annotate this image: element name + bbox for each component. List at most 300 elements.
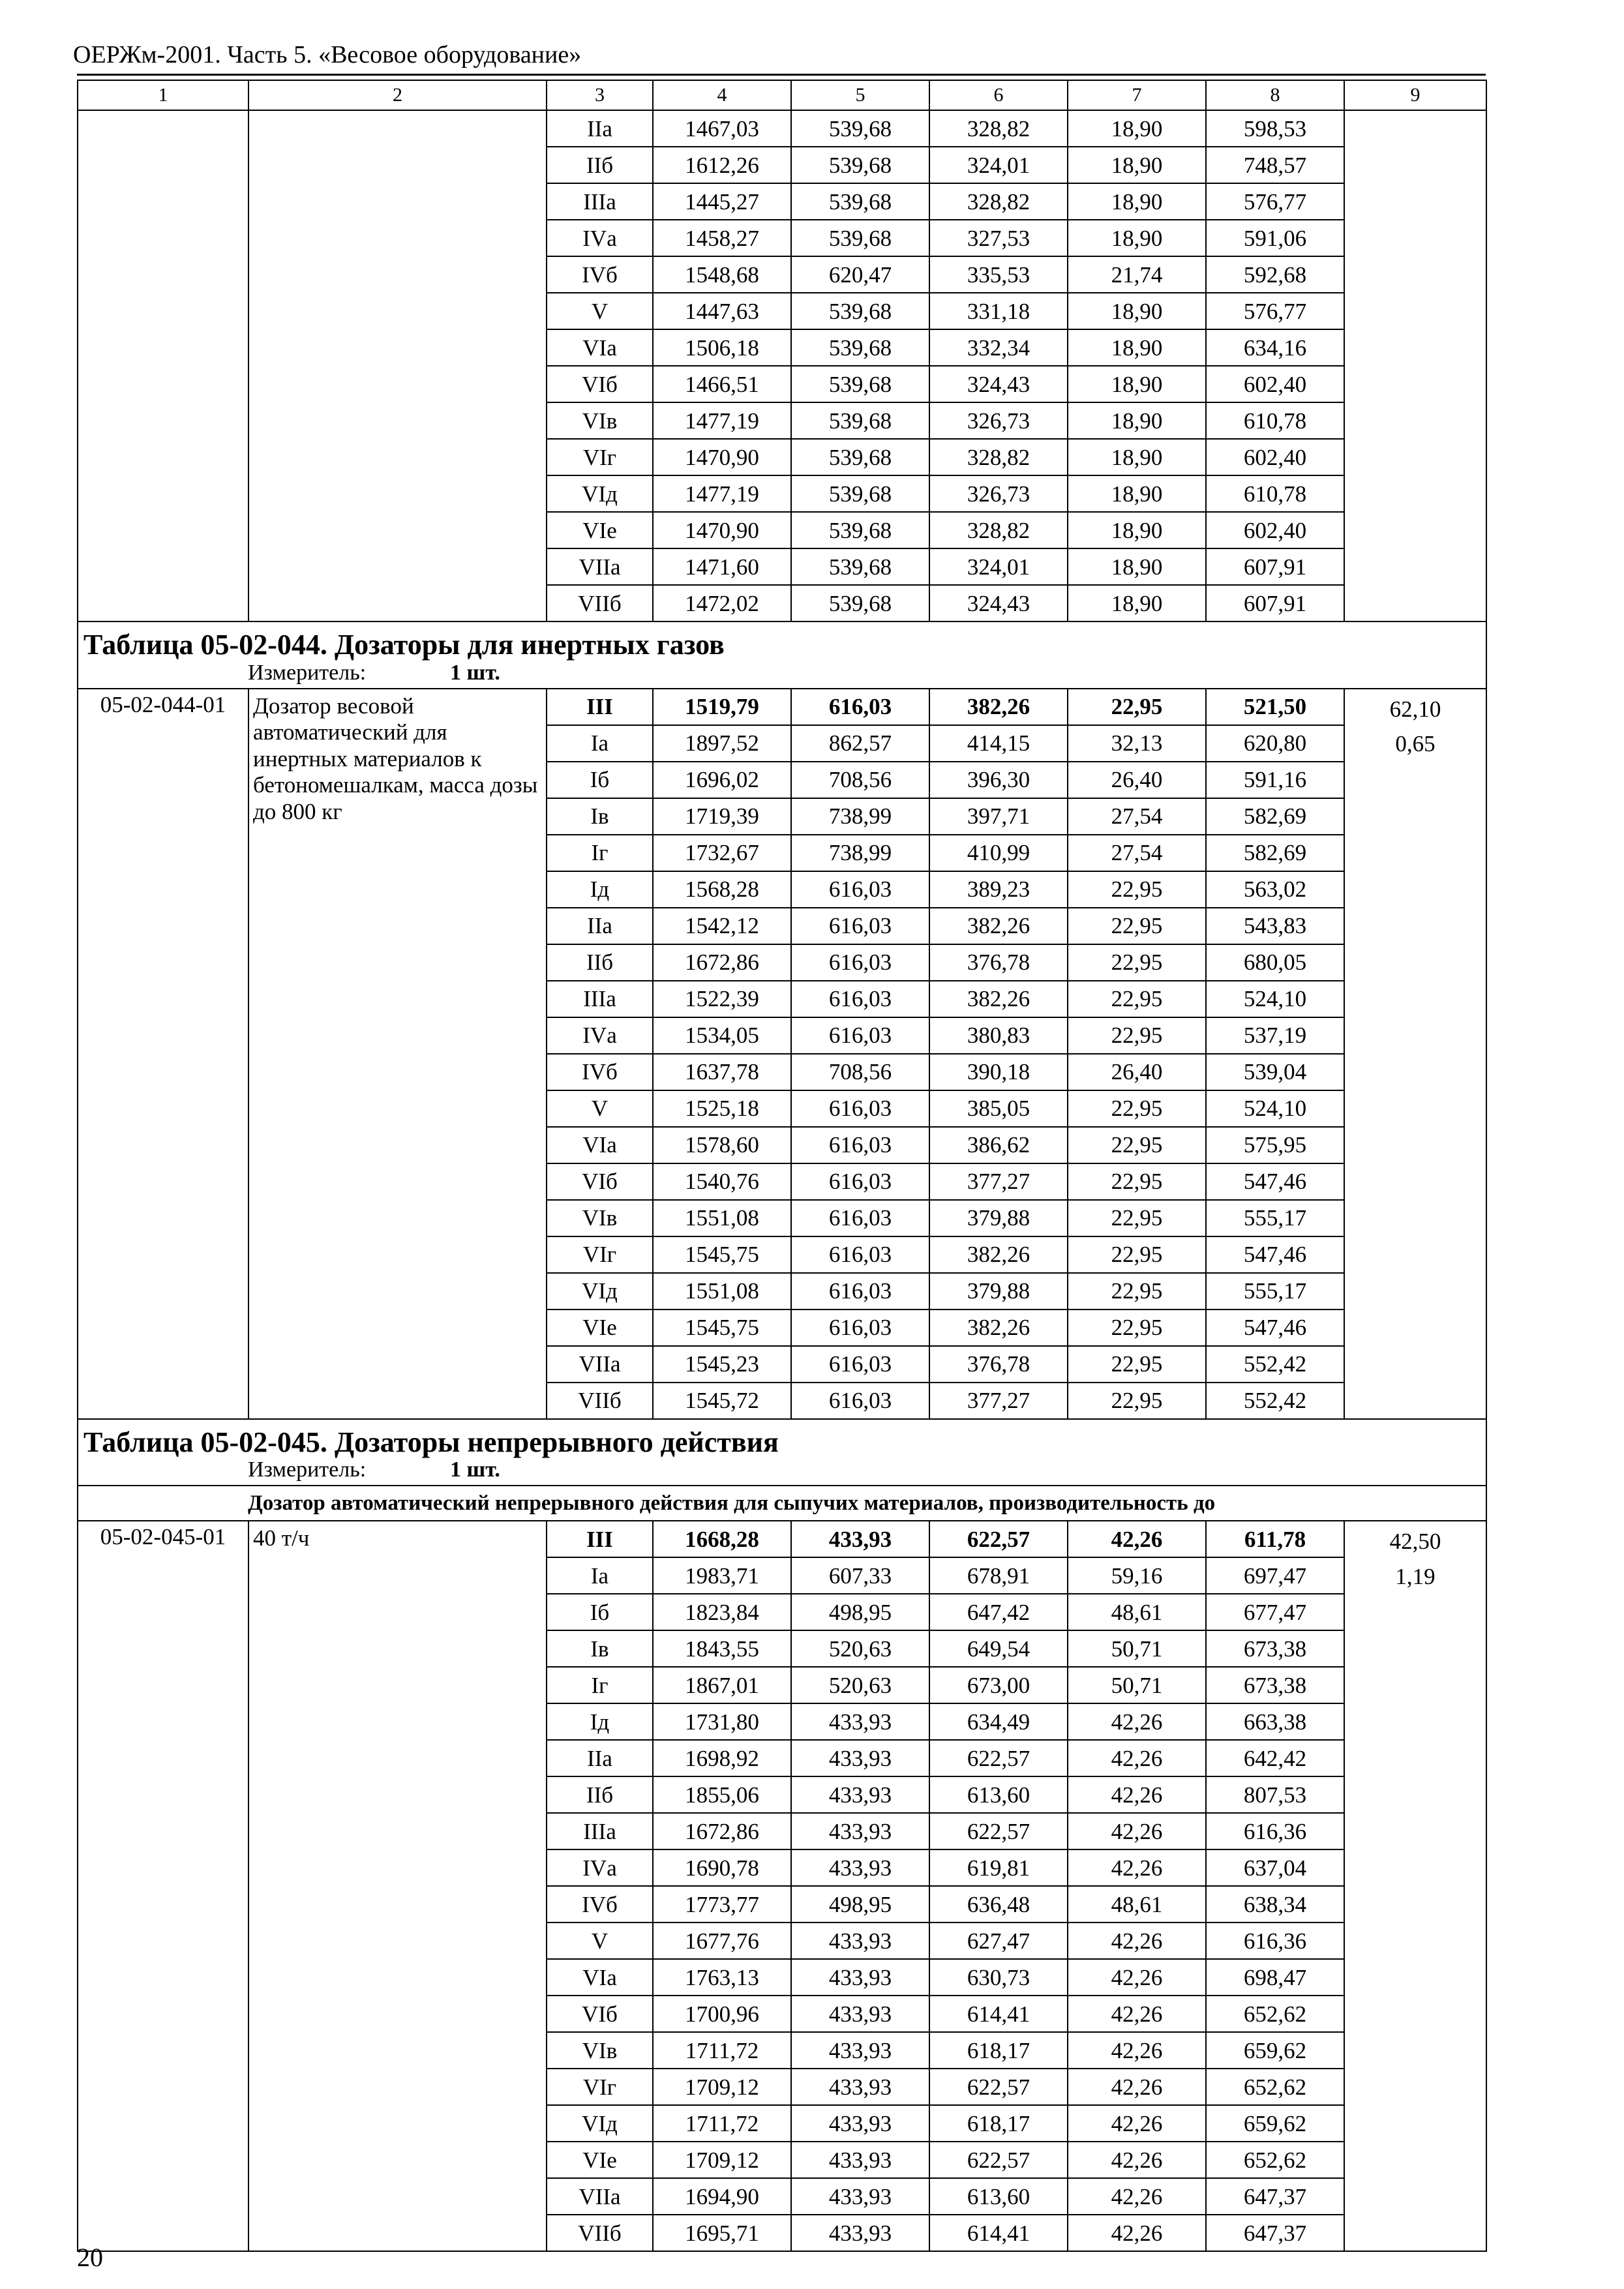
materials-cost-cell: 647,37 — [1206, 2215, 1344, 2251]
materials-cost-cell: 555,17 — [1206, 1200, 1344, 1236]
total-cost-cell: 1711,72 — [653, 2105, 791, 2142]
total-cost-cell: 1551,08 — [653, 1200, 791, 1236]
machinist-wages-cell: 22,95 — [1068, 944, 1206, 981]
materials-cost-cell: 582,69 — [1206, 798, 1344, 835]
code-cell — [78, 110, 248, 621]
materials-cost-cell: 537,19 — [1206, 1017, 1344, 1054]
resource-group-cell: Iв — [547, 798, 653, 835]
column-number-cell: 5 — [791, 80, 929, 110]
materials-cost-cell: 552,42 — [1206, 1346, 1344, 1383]
materials-cost-cell: 673,38 — [1206, 1630, 1344, 1667]
section-title-row — [78, 621, 1486, 662]
total-cost-cell: 1477,19 — [653, 402, 791, 439]
machinist-wages-cell: 22,95 — [1068, 981, 1206, 1017]
wages-cost-cell: 498,95 — [791, 1594, 929, 1630]
resource-group-cell: IIа — [547, 908, 653, 944]
machine-cost-cell: 379,88 — [929, 1273, 1068, 1309]
machinist-wages-cell: 42,26 — [1068, 1959, 1206, 1996]
materials-cost-cell: 652,62 — [1206, 2069, 1344, 2105]
total-cost-cell: 1545,23 — [653, 1346, 791, 1383]
machine-cost-cell: 324,43 — [929, 366, 1068, 402]
machine-cost-cell: 389,23 — [929, 871, 1068, 908]
machine-cost-cell: 326,73 — [929, 475, 1068, 512]
machinist-wages-cell: 42,26 — [1068, 2142, 1206, 2178]
total-cost-cell: 1467,03 — [653, 110, 791, 147]
wages-cost-cell: 539,68 — [791, 585, 929, 621]
machinist-wages-cell: 42,26 — [1068, 1922, 1206, 1959]
column-number-cell: 2 — [248, 80, 547, 110]
section-unit-cell — [78, 662, 1486, 689]
price-table — [77, 80, 1487, 2252]
subheading-row — [78, 1486, 1486, 1521]
materials-cost-cell: 663,38 — [1206, 1703, 1344, 1740]
machinist-wages-cell: 42,26 — [1068, 1740, 1206, 1776]
machinist-wages-cell: 50,71 — [1068, 1630, 1206, 1667]
wages-cost-cell: 616,03 — [791, 1309, 929, 1346]
machine-cost-cell: 647,42 — [929, 1594, 1068, 1630]
resource-group-cell: VIе — [547, 1309, 653, 1346]
wages-cost-cell: 616,03 — [791, 944, 929, 981]
total-cost-cell: 1545,75 — [653, 1236, 791, 1273]
resource-group-cell: IIа — [547, 1740, 653, 1776]
machine-cost-cell: 414,15 — [929, 725, 1068, 762]
materials-cost-cell: 642,42 — [1206, 1740, 1344, 1776]
total-cost-cell: 1578,60 — [653, 1127, 791, 1163]
page-number: 20 — [77, 2243, 103, 2272]
machinist-wages-cell: 22,95 — [1068, 1236, 1206, 1273]
resource-group-cell: Iг — [547, 1667, 653, 1703]
wages-cost-cell: 433,93 — [791, 2069, 929, 2105]
total-cost-cell: 1477,19 — [653, 475, 791, 512]
wages-cost-cell: 616,03 — [791, 1090, 929, 1127]
resource-group-cell: VIд — [547, 475, 653, 512]
machine-cost-cell: 613,60 — [929, 1776, 1068, 1813]
total-cost-cell: 1711,72 — [653, 2032, 791, 2069]
materials-cost-cell: 592,68 — [1206, 256, 1344, 293]
wages-cost-cell: 616,03 — [791, 908, 929, 944]
resource-group-cell: VIIб — [547, 585, 653, 621]
wages-cost-cell: 616,03 — [791, 1236, 929, 1273]
total-cost-cell: 1709,12 — [653, 2142, 791, 2178]
machinist-wages-cell: 18,90 — [1068, 183, 1206, 220]
unit-value: 1 шт. — [450, 1459, 500, 1482]
resource-group-cell: V — [547, 293, 653, 329]
wages-cost-cell: 433,93 — [791, 1813, 929, 1849]
resource-group-cell: IVа — [547, 1017, 653, 1054]
total-cost-cell: 1551,08 — [653, 1273, 791, 1309]
resource-group-cell: VIб — [547, 366, 653, 402]
machinist-wages-cell: 18,90 — [1068, 329, 1206, 366]
machine-cost-cell: 678,91 — [929, 1557, 1068, 1594]
total-cost-cell: 1506,18 — [653, 329, 791, 366]
total-cost-cell: 1534,05 — [653, 1017, 791, 1054]
materials-cost-cell: 547,46 — [1206, 1309, 1344, 1346]
machine-cost-cell: 397,71 — [929, 798, 1068, 835]
materials-cost-cell: 637,04 — [1206, 1849, 1344, 1886]
machine-cost-cell: 328,82 — [929, 439, 1068, 475]
wages-cost-cell: 520,63 — [791, 1630, 929, 1667]
materials-cost-cell: 611,78 — [1206, 1521, 1344, 1557]
unit-value: 1 шт. — [450, 661, 500, 685]
resource-group-cell: IIа — [547, 110, 653, 147]
machinist-wages-cell: 22,95 — [1068, 871, 1206, 908]
materials-cost-cell: 563,02 — [1206, 871, 1344, 908]
materials-cost-cell: 524,10 — [1206, 981, 1344, 1017]
resource-group-cell: VIг — [547, 439, 653, 475]
materials-cost-cell: 673,38 — [1206, 1667, 1344, 1703]
materials-cost-cell: 634,16 — [1206, 329, 1344, 366]
total-cost-cell: 1709,12 — [653, 2069, 791, 2105]
machine-cost-cell: 382,26 — [929, 689, 1068, 725]
resource-group-cell: IVб — [547, 256, 653, 293]
machine-cost-cell: 634,49 — [929, 1703, 1068, 1740]
wages-cost-cell: 616,03 — [791, 871, 929, 908]
resource-group-cell: Iб — [547, 762, 653, 798]
total-cost-cell: 1983,71 — [653, 1557, 791, 1594]
wages-cost-cell: 539,68 — [791, 366, 929, 402]
machinist-wages-cell: 22,95 — [1068, 1127, 1206, 1163]
page-header-title: ОЕРЖм-2001. Часть 5. «Весовое оборудование» — [73, 41, 582, 68]
wages-cost-cell: 539,68 — [791, 220, 929, 256]
total-cost-cell: 1823,84 — [653, 1594, 791, 1630]
machine-cost-cell: 630,73 — [929, 1959, 1068, 1996]
machine-cost-cell: 622,57 — [929, 1521, 1068, 1557]
machine-cost-cell: 328,82 — [929, 512, 1068, 548]
total-cost-cell: 1519,79 — [653, 689, 791, 725]
section-unit-cell — [78, 1459, 1486, 1486]
wages-cost-cell: 433,93 — [791, 1996, 929, 2032]
wages-cost-cell: 616,03 — [791, 689, 929, 725]
machine-cost-cell: 324,43 — [929, 585, 1068, 621]
table-row — [78, 1521, 1486, 1557]
machinist-wages-cell: 42,26 — [1068, 2069, 1206, 2105]
machinist-wages-cell: 22,95 — [1068, 1200, 1206, 1236]
wages-cost-cell: 616,03 — [791, 1017, 929, 1054]
wages-cost-cell: 539,68 — [791, 475, 929, 512]
wages-cost-cell: 708,56 — [791, 762, 929, 798]
resource-group-cell: IIIа — [547, 981, 653, 1017]
machine-cost-cell: 335,53 — [929, 256, 1068, 293]
machine-cost-cell: 613,60 — [929, 2178, 1068, 2215]
section-unit-row — [78, 662, 1486, 689]
materials-cost-cell: 680,05 — [1206, 944, 1344, 981]
wages-cost-cell: 433,93 — [791, 1959, 929, 1996]
machine-cost-cell: 673,00 — [929, 1667, 1068, 1703]
wages-cost-cell: 616,03 — [791, 1273, 929, 1309]
resource-group-cell: Iа — [547, 725, 653, 762]
wages-cost-cell: 433,93 — [791, 1922, 929, 1959]
total-cost-cell: 1672,86 — [653, 1813, 791, 1849]
total-cost-cell: 1522,39 — [653, 981, 791, 1017]
materials-cost-cell: 698,47 — [1206, 1959, 1344, 1996]
machine-cost-cell: 326,73 — [929, 402, 1068, 439]
machine-cost-cell: 410,99 — [929, 835, 1068, 871]
column-number-row — [78, 80, 1486, 110]
materials-cost-cell: 582,69 — [1206, 835, 1344, 871]
resource-group-cell: VIе — [547, 512, 653, 548]
wages-cost-cell: 433,93 — [791, 2032, 929, 2069]
resource-group-cell: VIе — [547, 2142, 653, 2178]
machine-cost-cell: 376,78 — [929, 1346, 1068, 1383]
wages-cost-cell: 539,68 — [791, 110, 929, 147]
machinist-wages-cell: 18,90 — [1068, 512, 1206, 548]
column-number-cell: 9 — [1344, 80, 1486, 110]
resource-group-cell: IIIа — [547, 183, 653, 220]
wages-cost-cell: 620,47 — [791, 256, 929, 293]
total-cost-cell: 1466,51 — [653, 366, 791, 402]
resource-group-cell: III — [547, 689, 653, 725]
machinist-wages-cell: 48,61 — [1068, 1594, 1206, 1630]
machinist-wages-cell: 42,26 — [1068, 2178, 1206, 2215]
materials-cost-cell: 607,91 — [1206, 585, 1344, 621]
code-cell: 05-02-044-01 — [78, 689, 248, 1419]
resource-group-cell: IVб — [547, 1054, 653, 1090]
materials-cost-cell: 616,36 — [1206, 1922, 1344, 1959]
materials-cost-cell: 591,16 — [1206, 762, 1344, 798]
machine-cost-cell: 331,18 — [929, 293, 1068, 329]
total-cost-cell: 1695,71 — [653, 2215, 791, 2251]
materials-cost-cell: 647,37 — [1206, 2178, 1344, 2215]
machinist-wages-cell: 18,90 — [1068, 220, 1206, 256]
column-number-cell: 1 — [78, 80, 248, 110]
resource-group-cell: VIа — [547, 1959, 653, 1996]
resource-group-cell: VIд — [547, 2105, 653, 2142]
unit-label: Измеритель: — [248, 661, 367, 685]
materials-cost-cell: 652,62 — [1206, 2142, 1344, 2178]
wages-cost-cell: 520,63 — [791, 1667, 929, 1703]
materials-cost-cell: 602,40 — [1206, 366, 1344, 402]
machinist-wages-cell: 42,26 — [1068, 2105, 1206, 2142]
machinist-wages-cell: 18,90 — [1068, 548, 1206, 585]
materials-cost-cell: 620,80 — [1206, 725, 1344, 762]
resource-group-cell: IIб — [547, 1776, 653, 1813]
resource-group-cell: V — [547, 1090, 653, 1127]
total-cost-cell: 1548,68 — [653, 256, 791, 293]
total-cost-cell: 1568,28 — [653, 871, 791, 908]
materials-cost-cell: 539,04 — [1206, 1054, 1344, 1090]
total-cost-cell: 1470,90 — [653, 512, 791, 548]
total-cost-cell: 1696,02 — [653, 762, 791, 798]
wages-cost-cell: 433,93 — [791, 2215, 929, 2251]
machine-cost-cell: 382,26 — [929, 981, 1068, 1017]
misc-cell — [1344, 1521, 1486, 2251]
section-title-row — [78, 1419, 1486, 1459]
machine-cost-cell: 385,05 — [929, 1090, 1068, 1127]
wages-cost-cell: 616,03 — [791, 1127, 929, 1163]
wages-cost-cell: 433,93 — [791, 1740, 929, 1776]
machinist-wages-cell: 26,40 — [1068, 1054, 1206, 1090]
resource-group-cell: VIд — [547, 1273, 653, 1309]
total-cost-cell: 1867,01 — [653, 1667, 791, 1703]
materials-cost-cell: 652,62 — [1206, 1996, 1344, 2032]
machinist-wages-cell: 18,90 — [1068, 585, 1206, 621]
machine-cost-cell: 382,26 — [929, 908, 1068, 944]
wages-cost-cell: 616,03 — [791, 1383, 929, 1419]
machine-cost-cell: 614,41 — [929, 1996, 1068, 2032]
machinist-wages-cell: 22,95 — [1068, 908, 1206, 944]
misc-value: 62,10 — [1389, 696, 1441, 722]
total-cost-cell: 1542,12 — [653, 908, 791, 944]
materials-cost-cell: 677,47 — [1206, 1594, 1344, 1630]
total-cost-cell: 1472,02 — [653, 585, 791, 621]
wages-cost-cell: 738,99 — [791, 835, 929, 871]
total-cost-cell: 1447,63 — [653, 293, 791, 329]
misc-cell — [1344, 110, 1486, 621]
section-title-cell — [78, 1419, 1486, 1459]
machine-cost-cell: 377,27 — [929, 1163, 1068, 1200]
total-cost-cell: 1612,26 — [653, 147, 791, 183]
resource-group-cell: VIа — [547, 329, 653, 366]
resource-group-cell: VIв — [547, 402, 653, 439]
subheading-cell: Дозатор автоматический непрерывного действия для сыпучих материалов, производительность до — [78, 1486, 1486, 1521]
materials-cost-cell: 598,53 — [1206, 110, 1344, 147]
resource-group-cell: VIIа — [547, 2178, 653, 2215]
total-cost-cell: 1855,06 — [653, 1776, 791, 1813]
machine-cost-cell: 380,83 — [929, 1017, 1068, 1054]
machine-cost-cell: 328,82 — [929, 183, 1068, 220]
materials-cost-cell: 547,46 — [1206, 1236, 1344, 1273]
total-cost-cell: 1732,67 — [653, 835, 791, 871]
wages-cost-cell: 433,93 — [791, 1521, 929, 1557]
misc-cell — [1344, 689, 1486, 1419]
materials-cost-cell: 610,78 — [1206, 475, 1344, 512]
materials-cost-cell: 552,42 — [1206, 1383, 1344, 1419]
total-cost-cell: 1540,76 — [653, 1163, 791, 1200]
materials-cost-cell: 576,77 — [1206, 183, 1344, 220]
machinist-wages-cell: 18,90 — [1068, 147, 1206, 183]
resource-group-cell: VIб — [547, 1163, 653, 1200]
total-cost-cell: 1694,90 — [653, 2178, 791, 2215]
machine-cost-cell: 382,26 — [929, 1236, 1068, 1273]
materials-cost-cell: 638,34 — [1206, 1886, 1344, 1922]
total-cost-cell: 1763,13 — [653, 1959, 791, 1996]
machine-cost-cell: 396,30 — [929, 762, 1068, 798]
wages-cost-cell: 433,93 — [791, 1776, 929, 1813]
machinist-wages-cell: 22,95 — [1068, 1163, 1206, 1200]
wages-cost-cell: 539,68 — [791, 402, 929, 439]
description-cell: 40 т/ч — [248, 1521, 547, 2251]
header-rule — [77, 74, 1486, 76]
total-cost-cell: 1525,18 — [653, 1090, 791, 1127]
machine-cost-cell: 382,26 — [929, 1309, 1068, 1346]
machine-cost-cell: 649,54 — [929, 1630, 1068, 1667]
materials-cost-cell: 547,46 — [1206, 1163, 1344, 1200]
machinist-wages-cell: 22,95 — [1068, 1346, 1206, 1383]
wages-cost-cell: 433,93 — [791, 1849, 929, 1886]
wages-cost-cell: 539,68 — [791, 548, 929, 585]
wages-cost-cell: 862,57 — [791, 725, 929, 762]
total-cost-cell: 1458,27 — [653, 220, 791, 256]
total-cost-cell: 1719,39 — [653, 798, 791, 835]
machinist-wages-cell: 18,90 — [1068, 439, 1206, 475]
materials-cost-cell: 607,91 — [1206, 548, 1344, 585]
column-number-cell: 4 — [653, 80, 791, 110]
section-unit-row — [78, 1459, 1486, 1486]
total-cost-cell: 1843,55 — [653, 1630, 791, 1667]
resource-group-cell: VIа — [547, 1127, 653, 1163]
materials-cost-cell: 543,83 — [1206, 908, 1344, 944]
wages-cost-cell: 433,93 — [791, 2178, 929, 2215]
machinist-wages-cell: 42,26 — [1068, 1813, 1206, 1849]
machine-cost-cell: 614,41 — [929, 2215, 1068, 2251]
machine-cost-cell: 390,18 — [929, 1054, 1068, 1090]
machine-cost-cell: 328,82 — [929, 110, 1068, 147]
machine-cost-cell: 376,78 — [929, 944, 1068, 981]
materials-cost-cell: 575,95 — [1206, 1127, 1344, 1163]
section-title: Таблица 05-02-045. Дозаторы непрерывного действия — [83, 1426, 779, 1458]
total-cost-cell: 1773,77 — [653, 1886, 791, 1922]
table-row — [78, 689, 1486, 725]
machinist-wages-cell: 18,90 — [1068, 402, 1206, 439]
total-cost-cell: 1698,92 — [653, 1740, 791, 1776]
machinist-wages-cell: 18,90 — [1068, 293, 1206, 329]
machinist-wages-cell: 50,71 — [1068, 1667, 1206, 1703]
materials-cost-cell: 616,36 — [1206, 1813, 1344, 1849]
machinist-wages-cell: 18,90 — [1068, 475, 1206, 512]
total-cost-cell: 1668,28 — [653, 1521, 791, 1557]
column-number-cell: 7 — [1068, 80, 1206, 110]
wages-cost-cell: 738,99 — [791, 798, 929, 835]
resource-group-cell: III — [547, 1521, 653, 1557]
materials-cost-cell: 807,53 — [1206, 1776, 1344, 1813]
machinist-wages-cell: 26,40 — [1068, 762, 1206, 798]
resource-group-cell: Iа — [547, 1557, 653, 1594]
resource-group-cell: IVа — [547, 1849, 653, 1886]
wages-cost-cell: 616,03 — [791, 981, 929, 1017]
resource-group-cell: VIб — [547, 1996, 653, 2032]
column-number-cell: 3 — [547, 80, 653, 110]
machinist-wages-cell: 22,95 — [1068, 689, 1206, 725]
resource-group-cell: IIб — [547, 944, 653, 981]
wages-cost-cell: 539,68 — [791, 439, 929, 475]
machinist-wages-cell: 22,95 — [1068, 1309, 1206, 1346]
machine-cost-cell: 627,47 — [929, 1922, 1068, 1959]
machinist-wages-cell: 42,26 — [1068, 1996, 1206, 2032]
total-cost-cell: 1637,78 — [653, 1054, 791, 1090]
machine-cost-cell: 618,17 — [929, 2032, 1068, 2069]
machine-cost-cell: 324,01 — [929, 147, 1068, 183]
section-title: Таблица 05-02-044. Дозаторы для инертных газов — [83, 629, 725, 661]
wages-cost-cell: 433,93 — [791, 2142, 929, 2178]
total-cost-cell: 1672,86 — [653, 944, 791, 981]
machine-cost-cell: 622,57 — [929, 1740, 1068, 1776]
machinist-wages-cell: 22,95 — [1068, 1090, 1206, 1127]
total-cost-cell: 1545,75 — [653, 1309, 791, 1346]
machinist-wages-cell: 42,26 — [1068, 2215, 1206, 2251]
machinist-wages-cell: 42,26 — [1068, 1776, 1206, 1813]
machinist-wages-cell: 22,95 — [1068, 1017, 1206, 1054]
wages-cost-cell: 433,93 — [791, 1703, 929, 1740]
materials-cost-cell: 555,17 — [1206, 1273, 1344, 1309]
resource-group-cell: IVа — [547, 220, 653, 256]
column-number-cell: 8 — [1206, 80, 1344, 110]
resource-group-cell: IIIа — [547, 1813, 653, 1849]
machinist-wages-cell: 42,26 — [1068, 2032, 1206, 2069]
materials-cost-cell: 524,10 — [1206, 1090, 1344, 1127]
wages-cost-cell: 498,95 — [791, 1886, 929, 1922]
resource-group-cell: Iг — [547, 835, 653, 871]
misc-value: 42,50 — [1389, 1529, 1441, 1555]
wages-cost-cell: 433,93 — [791, 2105, 929, 2142]
machinist-wages-cell: 48,61 — [1068, 1886, 1206, 1922]
total-cost-cell: 1897,52 — [653, 725, 791, 762]
resource-group-cell: VIг — [547, 2069, 653, 2105]
description-cell — [248, 110, 547, 621]
total-cost-cell: 1445,27 — [653, 183, 791, 220]
materials-cost-cell: 602,40 — [1206, 512, 1344, 548]
materials-cost-cell: 659,62 — [1206, 2032, 1344, 2069]
materials-cost-cell: 659,62 — [1206, 2105, 1344, 2142]
